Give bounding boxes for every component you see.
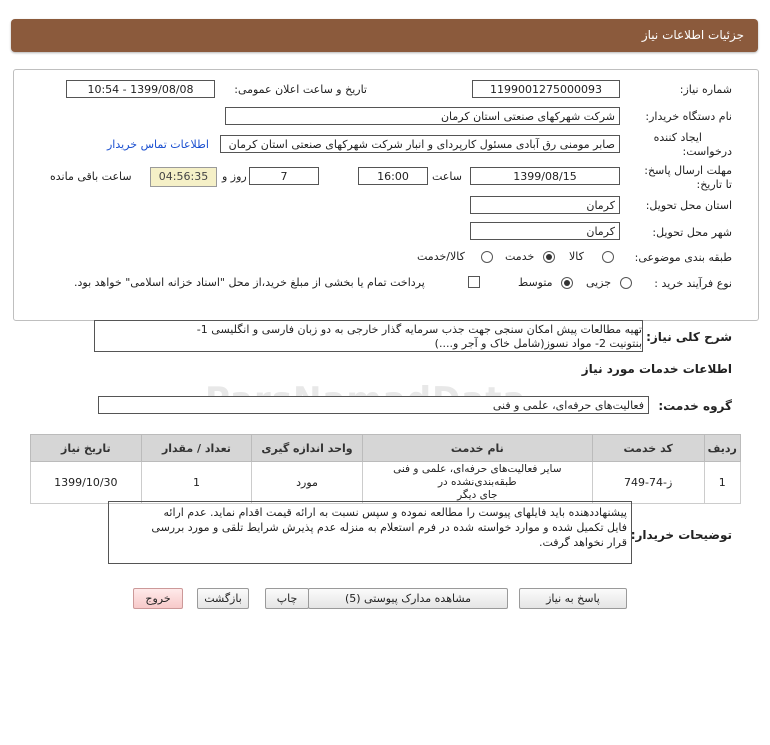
service-group-field: فعالیت‌های حرفه‌ای، علمی و فنی bbox=[98, 396, 649, 414]
cell-index: 1 bbox=[704, 462, 740, 504]
deadline-label-2: تا تاریخ: bbox=[696, 178, 732, 191]
deadline-time-field: 16:00 bbox=[358, 167, 428, 185]
back-button[interactable]: بازگشت bbox=[197, 588, 249, 609]
notes-line-1: پیشنهاددهنده باید فایلهای پیوست را مطالعه نموده و سپس نسبت به ارائه قیمت اقدام نماید. عدم ارائه bbox=[163, 506, 627, 519]
summary-line-2: بنتونیت 2- مواد نسوز(شامل خاک و آجر و....) bbox=[434, 337, 642, 350]
announce-field: 1399/08/08 - 10:54 bbox=[66, 80, 215, 98]
table-row bbox=[31, 462, 741, 504]
province-label: استان محل تحویل: bbox=[645, 199, 732, 212]
days-field: 7 bbox=[249, 167, 319, 185]
page-header bbox=[11, 19, 758, 52]
creator-label: ایجاد کننده bbox=[653, 131, 702, 144]
cell-unit: مورد bbox=[252, 462, 363, 504]
notes-line-3: قرار نخواهد گرفت. bbox=[538, 536, 627, 549]
city-label: شهر محل تحویل: bbox=[652, 226, 732, 239]
buyer-org-field: شرکت شهرکهای صنعتی استان کرمان bbox=[225, 107, 620, 125]
category-option-goods-service: کالا/خدمت bbox=[417, 250, 465, 263]
col-qty: تعداد / مقدار bbox=[141, 435, 252, 462]
reply-button[interactable]: پاسخ به نیاز bbox=[519, 588, 627, 609]
process-label: نوع فرآیند خرید : bbox=[654, 277, 732, 290]
notes-line-2: فایل تکمیل شده و موارد خواسته شده در فرم استعلام به منزله عدم پذیرش شرایط تلقی و مورد بررسی bbox=[151, 521, 627, 534]
services-section-title: اطلاعات خدمات مورد نیاز bbox=[581, 362, 732, 376]
exit-button[interactable]: خروج bbox=[133, 588, 183, 609]
notes-label: توضیحات خریدار: bbox=[630, 528, 732, 542]
cell-date: 1399/10/30 bbox=[31, 462, 142, 504]
process-radio-medium[interactable] bbox=[561, 277, 573, 289]
deadline-time-label: ساعت bbox=[432, 170, 462, 183]
deadline-label: مهلت ارسال پاسخ: bbox=[644, 164, 732, 177]
summary-label: شرح کلی نیاز: bbox=[646, 330, 732, 344]
category-radio-goods-service[interactable] bbox=[481, 251, 493, 263]
col-date: تاریخ نیاز bbox=[31, 435, 142, 462]
creator-field: صابر مومنی رق آبادی مسئول کارپردای و انبار شرکت شهرکهای صنعتی استان کرمان bbox=[220, 135, 620, 153]
payment-note: پرداخت تمام یا بخشی از مبلغ خرید،از محل "اسناد خزانه اسلامی" خواهد بود. bbox=[74, 276, 425, 289]
city-field: کرمان bbox=[470, 222, 620, 240]
buyer-org-label: نام دستگاه خریدار: bbox=[645, 110, 732, 123]
province-field: کرمان bbox=[470, 196, 620, 214]
category-option-goods: کالا bbox=[569, 250, 584, 263]
remaining-label: ساعت باقی مانده bbox=[50, 170, 132, 183]
cell-name-line-2: جای دیگر bbox=[457, 489, 498, 501]
process-radio-minor[interactable] bbox=[620, 277, 632, 289]
page-title: جزئیات اطلاعات نیاز bbox=[641, 28, 744, 42]
category-label: طبقه بندی موضوعی: bbox=[634, 251, 732, 264]
creator-label-2: درخواست: bbox=[682, 145, 732, 158]
days-label: روز و bbox=[222, 170, 247, 183]
cell-qty: 1 bbox=[141, 462, 252, 504]
attachments-button[interactable]: مشاهده مدارک پیوستی (5) bbox=[308, 588, 508, 609]
need-number-field: 1199001275000093 bbox=[472, 80, 620, 98]
services-table bbox=[30, 434, 741, 504]
col-index: ردیف bbox=[704, 435, 740, 462]
col-name: نام خدمت bbox=[362, 435, 592, 462]
cell-name bbox=[362, 462, 592, 504]
process-option-minor: جزیی bbox=[586, 276, 612, 289]
col-code: کد خدمت bbox=[592, 435, 704, 462]
category-radio-goods[interactable] bbox=[602, 251, 614, 263]
treasury-checkbox[interactable] bbox=[468, 276, 480, 288]
print-button[interactable]: چاپ bbox=[265, 588, 309, 609]
need-number-label: شماره نیاز: bbox=[679, 83, 732, 96]
service-group-label: گروه خدمت: bbox=[658, 399, 732, 413]
col-unit: واحد اندازه گیری bbox=[252, 435, 363, 462]
cell-code: ز-74-749 bbox=[592, 462, 704, 504]
remaining-timer: 04:56:35 bbox=[150, 167, 217, 187]
category-option-service: خدمت bbox=[505, 250, 535, 263]
process-option-medium: متوسط bbox=[518, 276, 553, 289]
buyer-contact-link[interactable]: اطلاعات تماس خریدار bbox=[107, 138, 209, 151]
cell-name-line-1: سایر فعالیت‌های حرفه‌ای، علمی و فنی طبقه‌بندی‌نشده در bbox=[393, 463, 562, 488]
table-header-row bbox=[31, 435, 741, 462]
category-radio-service[interactable] bbox=[543, 251, 555, 263]
deadline-date-field: 1399/08/15 bbox=[470, 167, 620, 185]
summary-line-1: تهیه مطالعات پیش امکان سنجی جهت جذب سرمایه گذار خارجی به دو زبان فارسی و انگلیسی 1- bbox=[196, 323, 642, 336]
announce-label: تاریخ و ساعت اعلان عمومی: bbox=[234, 83, 367, 96]
